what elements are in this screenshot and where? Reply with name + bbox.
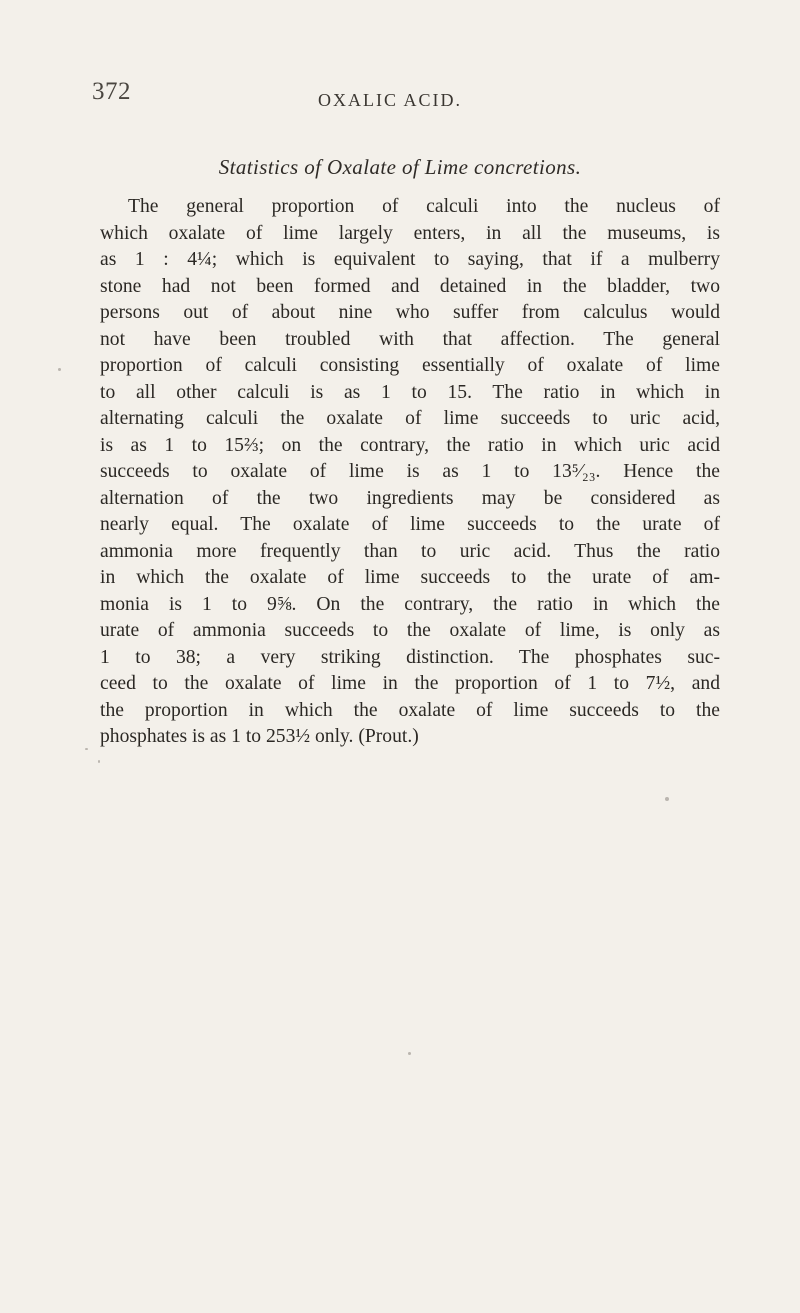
text-line: alternation of the two ingredients may be considered as [100,487,720,509]
text-line: to all other calculi is as 1 to 15. The ratio in which in [100,381,720,403]
text-line: nearly equal. The oxalate of lime succeeds to the urate of [100,514,720,535]
section-title: Statistics of Oxalate of Lime concretions. [218,155,582,179]
text-line: ammonia more frequently than to uric acid. Thus the ratio [100,540,720,562]
paper-speck [58,368,61,371]
page-number: 372 [92,78,131,105]
text-line: ceed to the oxalate of lime in the proportion of 1 to 7½, and [100,673,720,694]
paper-speck [98,760,100,763]
text-line: not have been troubled with that affection. The general [100,328,720,350]
text-line: alternating calculi the oxalate of lime succeeds to uric acid, [100,408,720,429]
body-paragraph [100,194,720,751]
text-line: the proportion in which the oxalate of lime succeeds to the [100,699,720,721]
text-line: in which the oxalate of lime succeeds to the urate of am- [100,567,720,588]
text-line: The general proportion of calculi into the nucleus of [128,196,720,217]
text-line: monia is 1 to 9⅝. On the contrary, the ratio in which the [100,593,720,615]
text-line: succeeds to oxalate of lime is as 1 to 13⁵⁄₂₃. Hence the [100,461,720,482]
text-line: phosphates is as 1 to 253½ only. (Prout.) [100,726,419,747]
paper-speck [408,1052,411,1055]
text-line: which oxalate of lime largely enters, in all the museums, is [100,222,720,244]
text-line: is as 1 to 15⅔; on the contrary, the ratio in which uric acid [100,434,720,456]
text-line: persons out of about nine who suffer from calculus would [100,302,720,323]
text-line: 1 to 38; a very striking distinction. The phosphates suc- [100,646,720,668]
paper-speck [665,797,669,801]
running-head: OXALIC ACID. [318,90,462,110]
text-line: urate of ammonia succeeds to the oxalate of lime, is only as [100,620,720,641]
text-line: proportion of calculi consisting essentially of oxalate of lime [100,355,720,376]
paper-speck [85,748,88,750]
text-line: as 1 : 4¼; which is equivalent to saying, that if a mulberry [100,249,720,270]
text-line: stone had not been formed and detained in the bladder, two [100,275,720,297]
